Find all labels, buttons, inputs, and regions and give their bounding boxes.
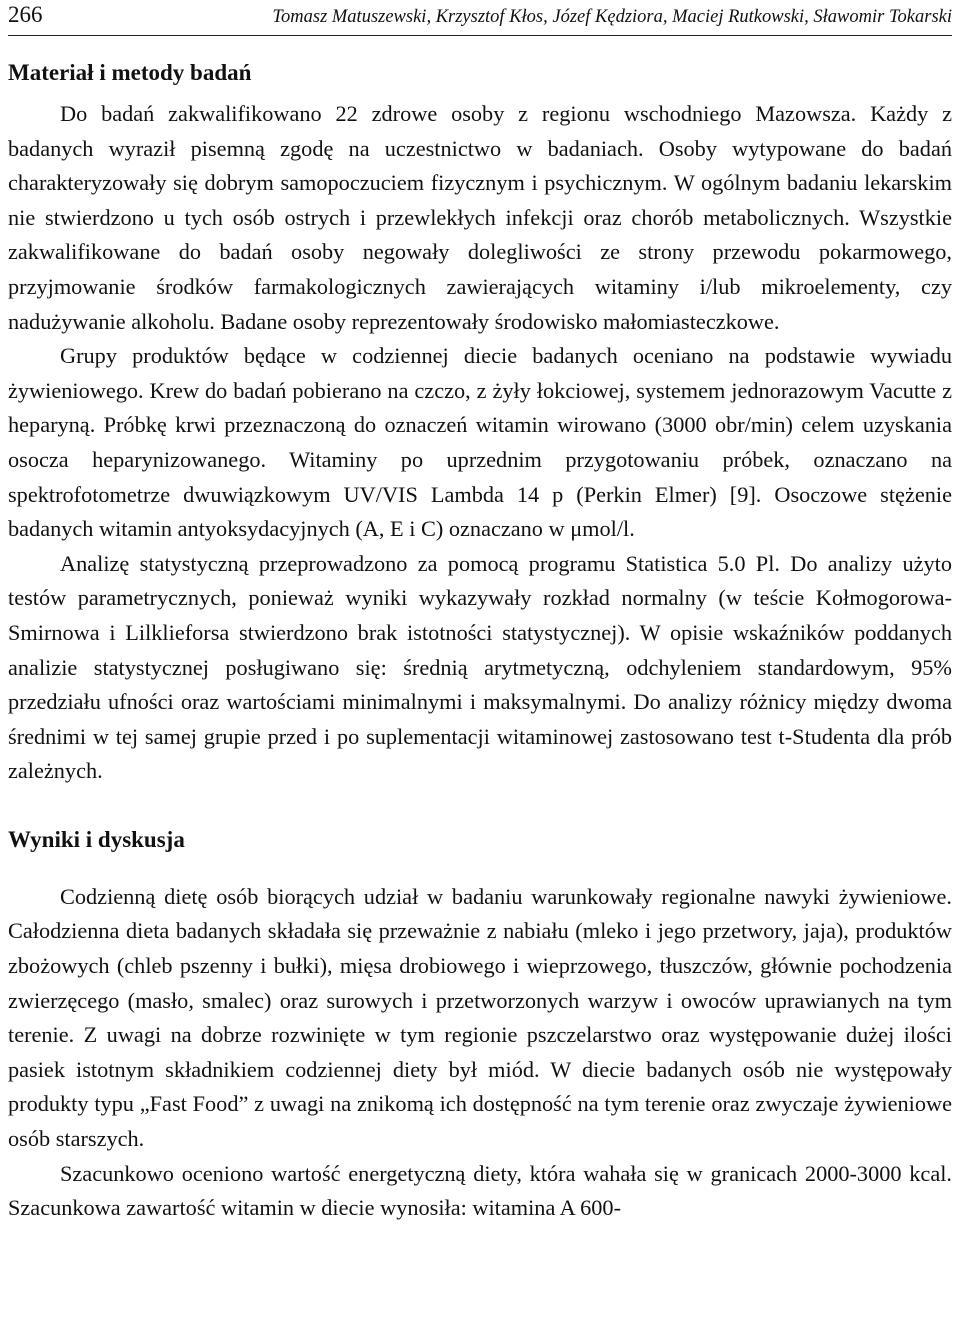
section-heading-methods: Materiał i metody badań (8, 60, 252, 85)
methods-paragraph: Grupy produktów będące w codziennej diecie badanych oceniano na podstawie wywiadu żywieniowego. Krew do badań pobierano na czczo, z żyły łokciowej, systemem jednorazowym Vacutte z heparyną. Próbkę krwi przeznaczoną do oznaczeń witamin wirowano (3000 obr/min) celem uzyskania osocza heparynizowanego. Witaminy po uprzednim przygotowaniu próbek, oznaczano na spektrofotometrze dwuwiązkowym UV/VIS Lambda 14 p (Perkin Elmer) [9]. Osoczowe stężenie badanych witamin antyoksydacyjnych (A, E i C) oznaczano w μmol/l. (8, 343, 952, 542)
results-paragraph: Szacunkowo oceniono wartość energetyczną diety, która wahała się w granicach 2000-3000 kcal. Szacunkowa zawartość witamin w diecie wynosiła: witamina A 600- (8, 1160, 952, 1221)
results-paragraph: Codzienną dietę osób biorących udział w badaniu warunkowały regionalne nawyki żywieniowe. Całodzienna dieta badanych składała się przeważnie z nabiału (mleko i jego przetwory, jaja), produktów zbożowych (chleb pszenny i bułki), mięsa drobiowego i wieprzowego, tłuszczów, głównie pochodzenia zwierzęcego (masło, smalec) oraz surowych i przetworzonych warzyw i owoców uprawianych na tym terenie. Z uwagi na dobrze rozwinięte w tym regionie pszczelarstwo oraz występowanie dużej ilości pasiek istotnym składnikiem codziennej diety był miód. W diecie badanych osób nie występowały produkty typu „Fast Food” z uwagi na znikomą ich dostępność na tym terenie oraz zwyczaje żywieniowe osób starszych. (8, 883, 952, 1152)
methods-paragraph: Analizę statystyczną przeprowadzono za pomocą programu Statistica 5.0 Pl. Do analizy użyto testów parametrycznych, ponieważ wyniki wykazywały rozkład normalny (w teście Kołmogorowa-Smirnowa i Lilklieforsa stwierdzono brak istotności statystycznej). W opisie wskaźników poddanych analizie statystycznej posługiwano się: średnią arytmetyczną, odchyleniem standardowym, 95% przedziału ufności oraz wartościami minimalnymi i maksymalnymi. Do analizy różnicy między dwoma średnimi w tej samej grupie przed i po suplementacji witaminowej zastosowano test t-Studenta dla prób zależnych. (8, 550, 952, 784)
section-heading-results: Wyniki i dyskusja (8, 826, 185, 852)
methods-paragraph: Do badań zakwalifikowano 22 zdrowe osoby z regionu wschodniego Mazowsza. Każdy z badanych wyraził pisemną zgodę na uczestnictwo w badaniach. Osoby wytypowane do badań charakteryzowały się dobrym samopoczuciem fizycznym i psychicznym. W ogólnym badaniu lekarskim nie stwierdzono u tych osób ostrych i przewlekłych infekcji oraz chorób metabolicznych. Wszystkie zakwalifikowane do badań osoby negowały dolegliwości ze strony przewodu pokarmowego, przyjmowanie środków farmakologicznych zawierających witaminy i/lub mikroelementy, czy nadużywanie alkoholu. Badane osoby reprezentowały środowisko małomiasteczkowe. (8, 101, 952, 334)
running-header-authors: Tomasz Matuszewski, Krzysztof Kłos, Józef Kędziora, Maciej Rutkowski, Sławomir Tokarski (272, 7, 952, 27)
page-number: 266 (8, 2, 43, 27)
running-header (8, 0, 952, 36)
